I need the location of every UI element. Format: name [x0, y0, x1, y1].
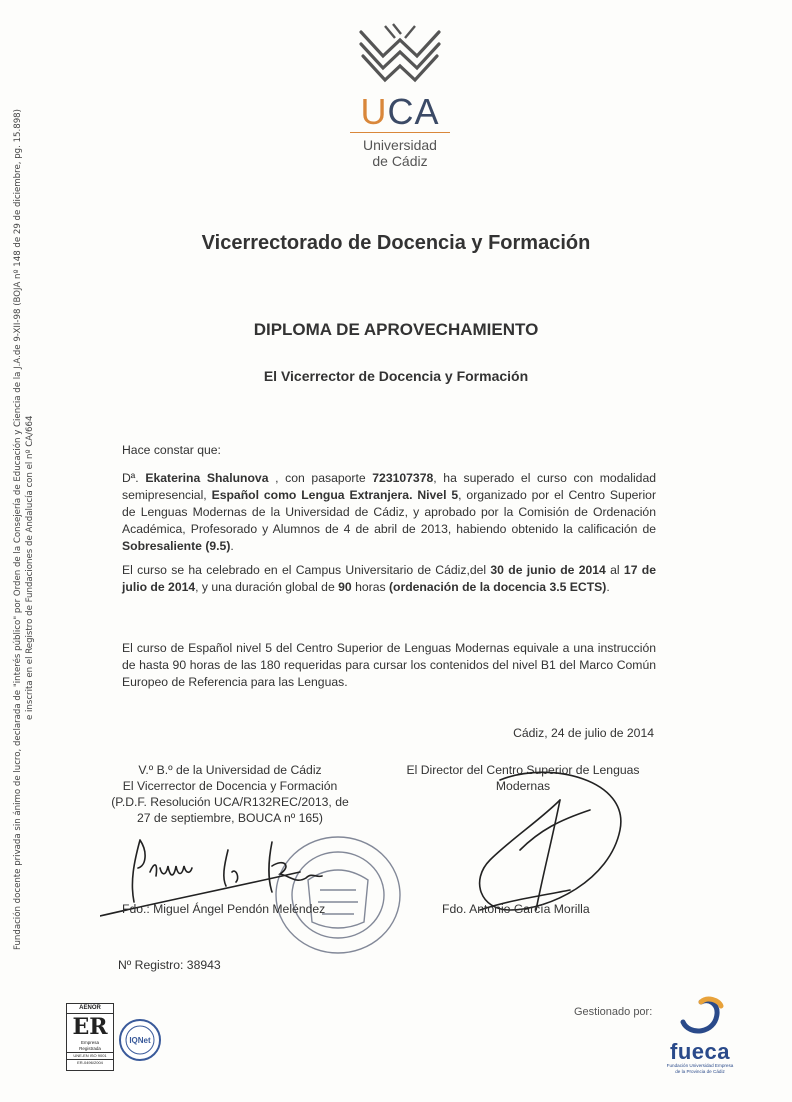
p2-text-5: .	[606, 580, 610, 594]
equivalence-paragraph: El curso de Español nivel 5 del Centro Superior de Lenguas Modernas equivale a una instrucción de hasta 90 horas de las 180 requeridas para cursar los contenidos del nivel B1 del Marco Común Europeo de Referencia para las Lenguas.	[122, 641, 656, 689]
intro-text: Hace constar que:	[122, 443, 221, 457]
aenor-sub3: UNE-EN ISO 9001	[67, 1052, 113, 1059]
uca-letters-ca: CA	[387, 91, 440, 132]
vicerrector-signer-name: Fdo.: Miguel Ángel Pendón Meléndez	[122, 902, 326, 916]
p1-text-5: .	[230, 539, 234, 553]
aenor-er-mark: ER	[72, 1014, 108, 1040]
fueca-logo	[660, 996, 740, 1075]
issuer-line: El Vicerrector de Docencia y Formación	[263, 368, 529, 384]
uca-logo	[340, 22, 460, 169]
grade: Sobresaliente (9.5)	[122, 539, 231, 553]
place-date: Cádiz, 24 de julio de 2014	[513, 726, 654, 740]
p1-text-1: Dª.	[122, 471, 146, 485]
side-legal-note-line2: e inscrita en el Registro de Fundaciones de Andalucía con el nº CA/664	[25, 415, 35, 720]
director-signer-name: Fdo. Antonio García Morilla	[442, 902, 590, 916]
p2-text-2: al	[605, 563, 624, 577]
vb-line2: El Vicerrector de Docencia y Formación	[122, 779, 338, 793]
logo-divider	[350, 132, 450, 133]
logo-subtitle-line1: Universidad	[363, 137, 437, 153]
iqnet-seal-icon	[118, 1018, 162, 1062]
course-name: Español como Lengua Extranjera. Nivel 5	[211, 488, 459, 502]
side-legal-note-line1: Fundación docente privada sin ánimo de lucro, declarada de "interés público" por Orden de la Consejería de Educación y Ciencia de la J.A.de 9-XII-98 (BOJA nº 148 de 29 de diciembre, pg. 15.898)	[13, 109, 23, 950]
fueca-subtitle-line2: de la Provincia de Cádiz	[675, 1069, 725, 1074]
p1-text-2: , con pasaporte	[268, 471, 373, 485]
date-to: 17 de julio de 2014	[122, 563, 657, 594]
aenor-seal	[66, 1003, 114, 1071]
fueca-subtitle-line1: Fundación Universidad Empresa	[666, 1063, 734, 1068]
vb-block	[90, 762, 370, 826]
side-legal-note	[12, 109, 36, 950]
logo-subtitle-line2: de Cádiz	[372, 153, 428, 169]
fueca-swirl-icon	[675, 996, 725, 1036]
vb-line3: (P.D.F. Resolución UCA/R132REC/2013, de	[111, 795, 349, 809]
aenor-sub4: ER-0496/2004	[67, 1059, 113, 1066]
passport-number: 723107378	[372, 471, 434, 485]
p1-text-4: , organizado por el Centro Superior de Lenguas Modernas de la Universidad de Cádiz, y aprobado por la Comisión de Ordenación Académica, Profesorado y Alumnos de 4 de abril de 2013, habiendo obtenido la calificación de	[122, 488, 656, 536]
director-line1: El Director del Centro Superior de Lenguas	[406, 763, 640, 777]
vb-line4: 27 de septiembre, BOUCA nº 165)	[136, 811, 323, 825]
uca-wordmark	[340, 91, 460, 132]
page-heading: Vicerrectorado de Docencia y Formación	[201, 232, 591, 254]
aenor-title: AENOR	[67, 1004, 113, 1014]
p2-text-4: horas	[351, 580, 389, 594]
hours: 90	[338, 580, 352, 594]
p2-text-1: El curso se ha celebrado en el Campus Universitario de Cádiz,del	[122, 563, 491, 577]
certification-paragraph	[122, 470, 656, 555]
p2-text-3: , y una duración global de	[195, 580, 339, 594]
iqnet-label: IQNet	[129, 1036, 151, 1045]
ects: (ordenación de la docencia 3.5 ECTS)	[388, 580, 607, 594]
registration-number: Nº Registro: 38943	[118, 958, 221, 972]
aenor-sub1: Empresa	[80, 1040, 99, 1045]
aenor-sub2: Registrada	[79, 1046, 101, 1051]
fueca-wordmark: fueca	[670, 1039, 730, 1064]
vb-line1: V.º B.º de la Universidad de Cádiz	[138, 763, 322, 777]
director-line2: Modernas	[495, 779, 551, 793]
diploma-title: DIPLOMA DE APROVECHAMIENTO	[253, 320, 539, 339]
uca-letter-u: U	[360, 91, 388, 132]
student-name: Ekaterina Shalunova	[145, 471, 269, 485]
date-from: 30 de junio de 2014	[490, 563, 606, 577]
uca-emblem-icon	[355, 22, 445, 92]
managed-by-label: Gestionado por:	[574, 1006, 653, 1018]
p1-text-3: , ha superado el curso con modalidad semipresencial,	[122, 471, 657, 502]
course-dates-paragraph	[122, 562, 656, 596]
